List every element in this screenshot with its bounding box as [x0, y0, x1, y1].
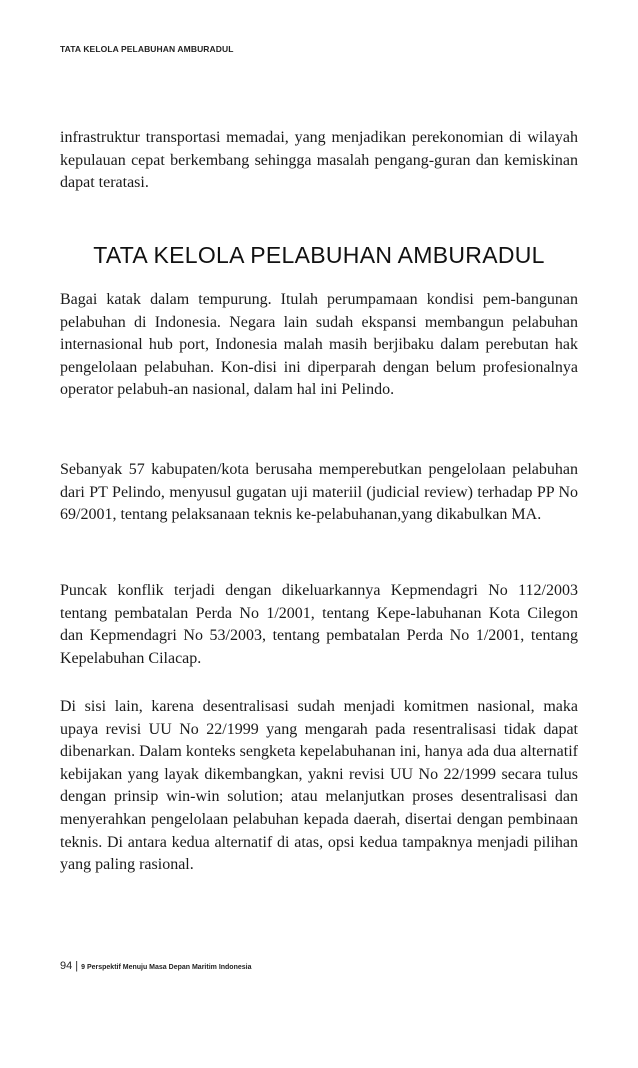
book-title: 9 Perspektif Menuju Masa Depan Maritim Indonesia [81, 964, 252, 971]
page-number: 94 [60, 960, 73, 972]
paragraph-1: Bagai katak dalam tempurung. Itulah perumpamaan kondisi pem-bangunan pelabuhan di Indonesia. Negara lain sudah ekspansi membangun pelabuhan internasional hub port, Indonesia malah masih berjibaku dalam perebutan hak pengelolaan pelabuhan. Kon-disi ini diperparah dengan belum profesionalnya operator pelabuh-an nasional, dalam hal ini Pelindo. [60, 291, 578, 399]
paragraph-2: Sebanyak 57 kabupaten/kota berusaha memperebutkan pengelolaan pelabuhan dari PT Pelindo, menyusul gugatan uji materiil (judicial review) terhadap PP No 69/2001, tentang pelaksanaan teknis ke-pelabuhanan,yang dikabulkan MA. [60, 461, 578, 524]
paragraph-3: Puncak konflik terjadi dengan dikeluarkannya Kepmendagri No 112/2003 tentang pembatalan Perda No 1/2001, tentang Kepe-labuhanan Kota Cilegon dan Kepmendagri No 53/2003, tentang pembatalan Perda No 1/2001, tentang Kepelabuhan Cilacap. [60, 582, 578, 667]
footer-separator: | [75, 960, 79, 972]
intro-paragraph: infrastruktur transportasi memadai, yang menjadikan perekonomian di wilayah kepulauan cepat berkembang sehingga masalah pengang-guran dan kemiskinan dapat teratasi. [60, 129, 578, 192]
section-heading: TATA KELOLA PELABUHAN AMBURADUL [93, 242, 545, 268]
page-footer [60, 960, 252, 972]
running-header: TATA KELOLA PELABUHAN AMBURADUL [60, 44, 234, 54]
paragraph-4: Di sisi lain, karena desentralisasi sudah menjadi komitmen nasional, maka upaya revisi UU No 22/1999 yang mengarah pada resentralisasi tidak dapat dibenarkan. Dalam konteks sengketa kepelabuhanan ini, hanya ada dua alternatif kebijakan yang layak dikembangkan, yakni revisi UU No 22/1999 secara tulus dengan prinsip win-win solution; atau melanjutkan proses desentralisasi dan menyerahkan pengelolaan pelabuhan kepada daerah, disertai dengan pembinaan teknis. Di antara kedua alternatif di atas, opsi kedua tampaknya menjadi pilihan yang paling rasional. [60, 698, 578, 874]
